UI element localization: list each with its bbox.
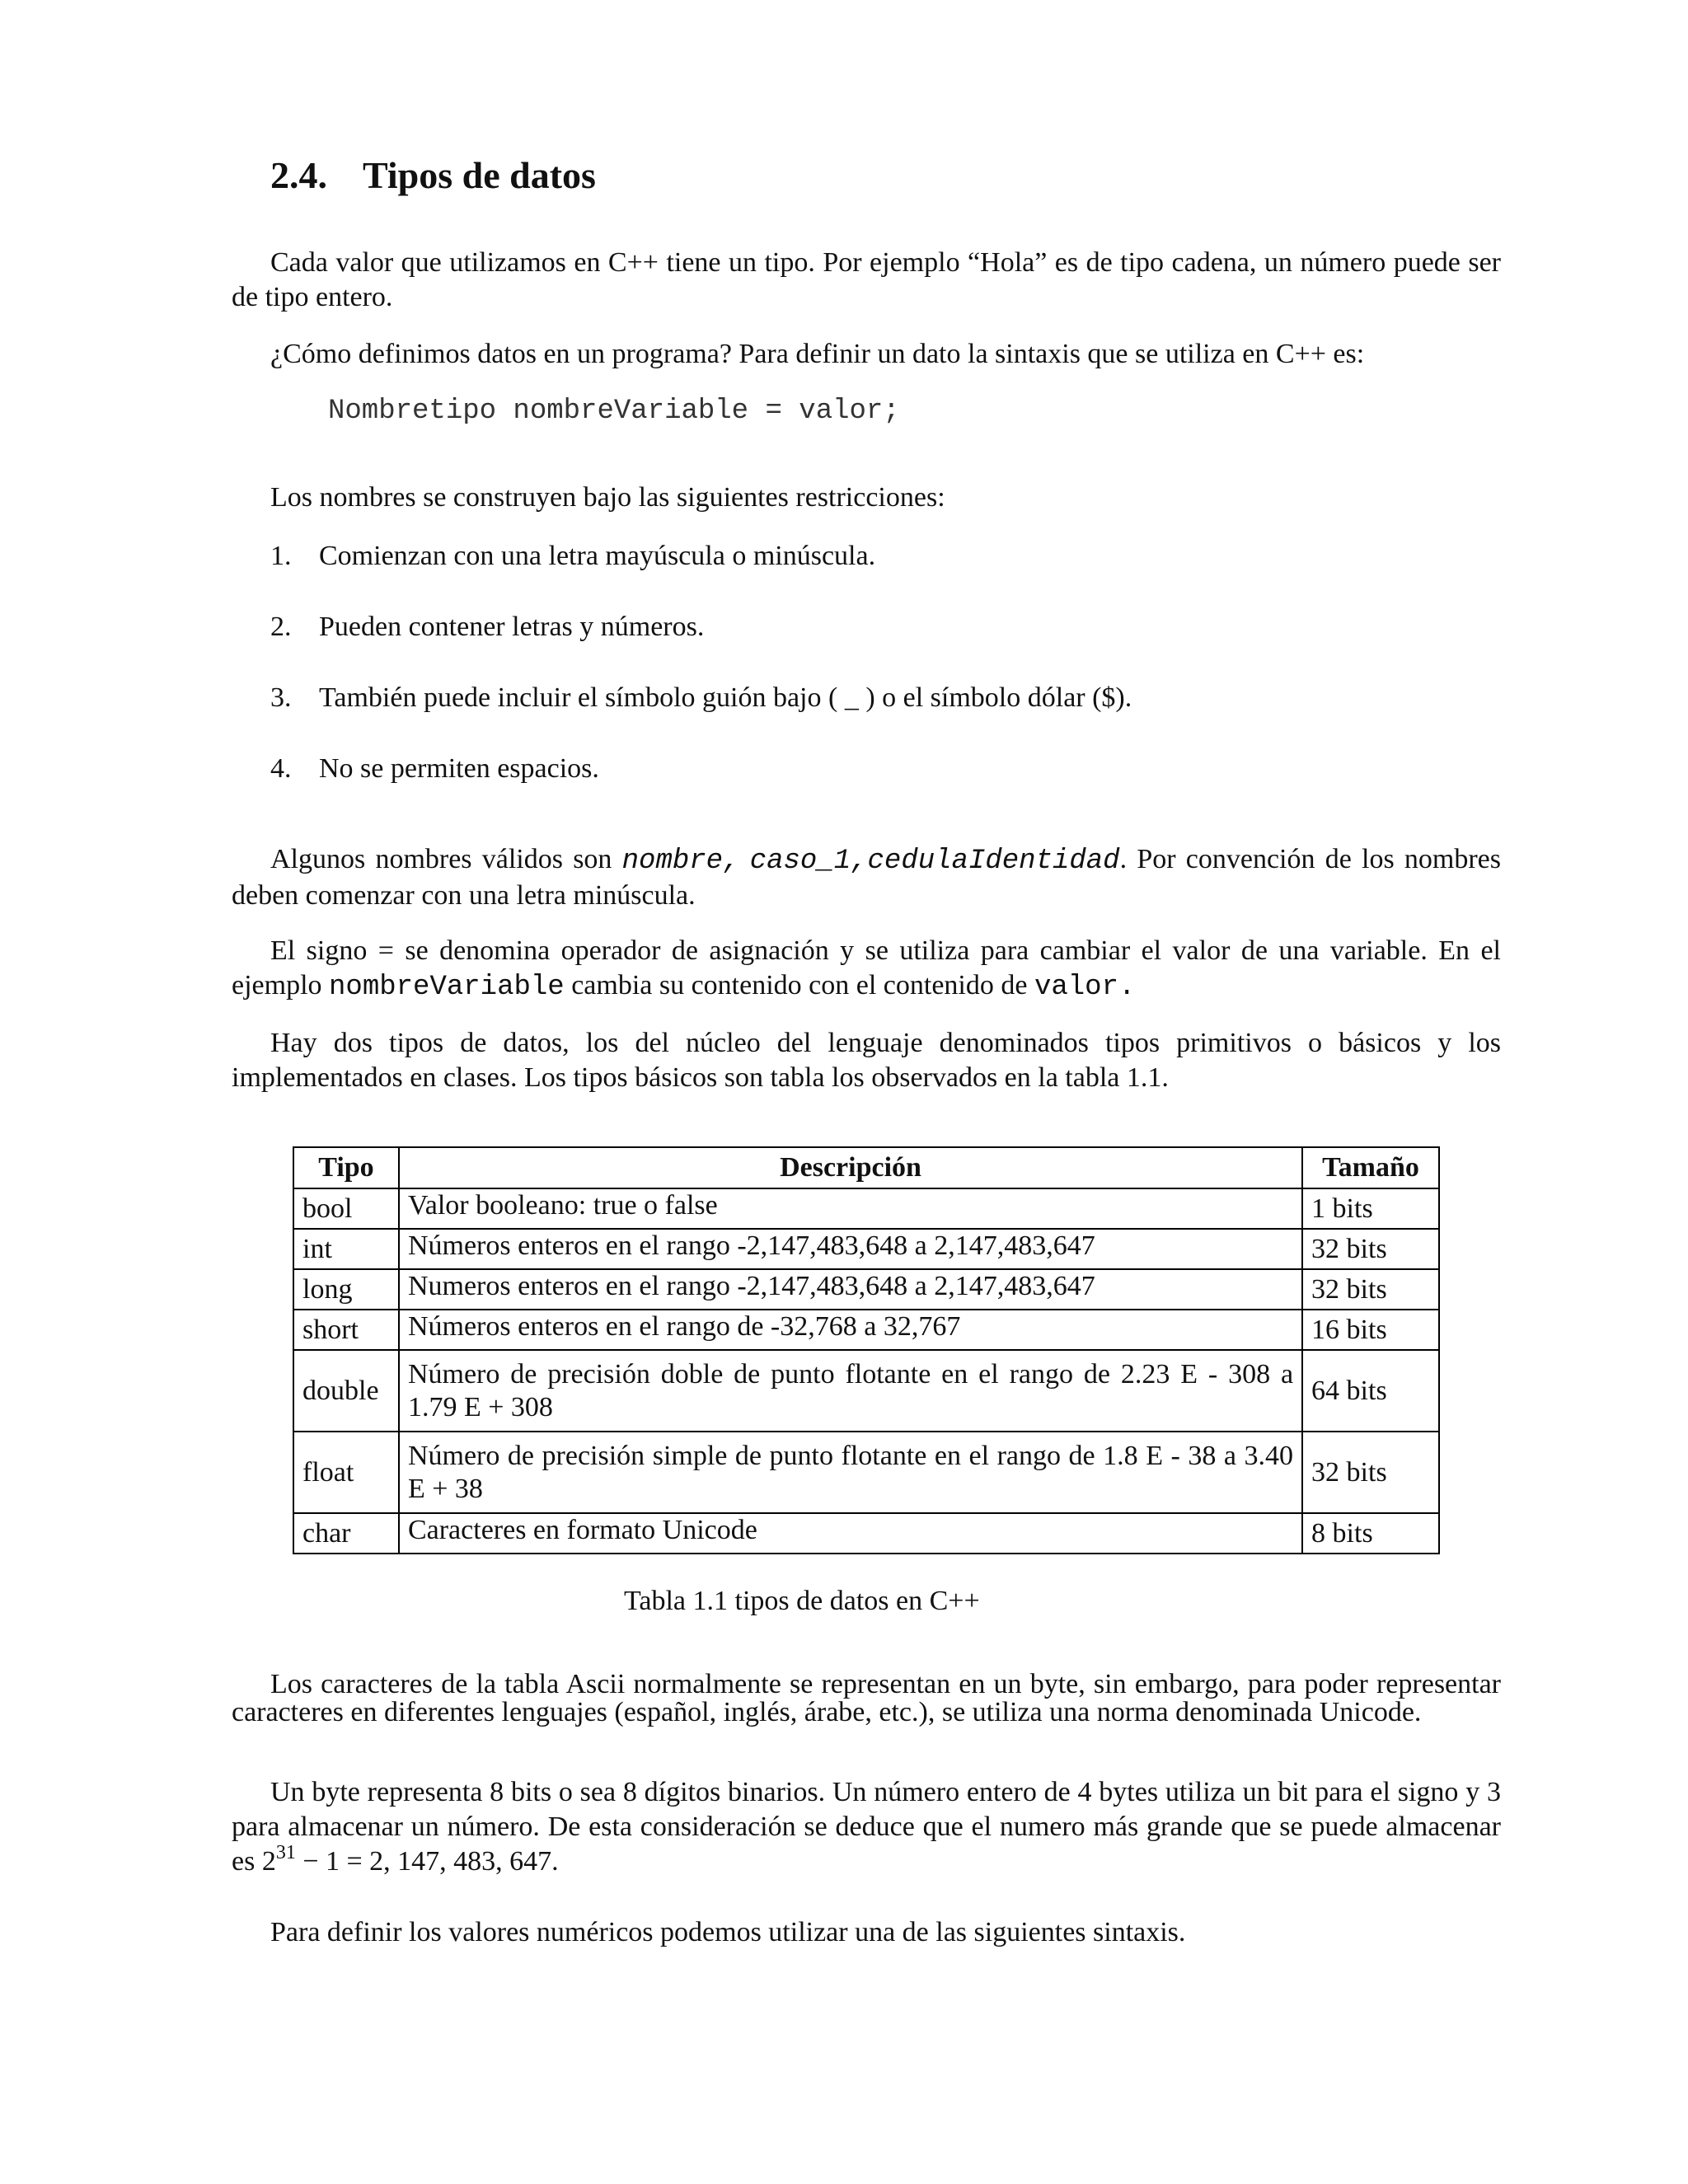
column-header-tamano: Tamaño <box>1302 1147 1439 1188</box>
cell-tamano: 16 bits <box>1302 1310 1439 1350</box>
cell-descripcion: Caracteres en formato Unicode <box>399 1513 1302 1554</box>
table-row <box>293 1350 1439 1432</box>
closing-paragraph: Para definir los valores numéricos podemos utilizar una de las siguientes sintaxis. <box>270 1917 1186 1947</box>
byte-paragraph: Un byte representa 8 bits o sea 8 dígitos binarios. Un número entero de 4 bytes utiliza un bit para el signo y 3 para almacenar un número. De esta consideración se deduce que el numero más grande que se puede almacenar es $2^{31} - 1 = 2$, 147, 483, 647. <box>232 1777 1501 1877</box>
syntax-code: Nombretipo nombreVariable = valor; <box>328 396 900 427</box>
section-heading <box>270 153 596 197</box>
column-header-tipo: Tipo <box>293 1147 399 1188</box>
cell-descripcion: Numeros enteros en el rango -2,147,483,648 a 2,147,483,647 <box>399 1269 1302 1310</box>
table-header-row <box>293 1147 1439 1188</box>
data-types-table <box>293 1146 1440 1554</box>
cell-tipo: int <box>293 1229 399 1269</box>
cell-descripcion: Número de precisión simple de punto flotante en el rango de 1.8 E - 38 a 3.40 E + 38 <box>399 1432 1302 1513</box>
example-name: cedulaIdentidad <box>867 846 1120 877</box>
column-header-descripcion: Descripción <box>399 1147 1302 1188</box>
cell-tamano: 32 bits <box>1302 1432 1439 1513</box>
rule-item: 4. No se permiten espacios. <box>270 753 599 784</box>
valid-names-paragraph: Algunos nombres válidos son nombre, caso_1,cedulaIdentidad. Por convención de los nombres deben comenzar con una letra minúscula. <box>232 844 1501 911</box>
table-row <box>293 1188 1439 1229</box>
ascii-paragraph: Los caracteres de la tabla Ascii normalmente se representan en un byte, sin embargo, para poder representar caracteres en diferentes lenguajes (español, inglés, árabe, etc.), se utiliza una norma denominada Unicode. <box>232 1669 1501 1727</box>
inline-code: nombreVariable <box>329 972 565 1003</box>
section-title: Tipos de datos <box>363 154 596 196</box>
assignment-paragraph: El signo = se denomina operador de asignación y se utiliza para cambiar el valor de una variable. En el ejemplo nombreVariable cambia su contenido con el contenido de valor. <box>232 935 1501 1003</box>
cell-tipo: bool <box>293 1188 399 1229</box>
cell-descripcion: Valor booleano: true o false <box>399 1188 1302 1229</box>
cell-descripcion: Números enteros en el rango -2,147,483,648 a 2,147,483,647 <box>399 1229 1302 1269</box>
intro-paragraph-2: ¿Cómo definimos datos en un programa? Para definir un dato la sintaxis que se utiliza en C++ es: <box>270 339 1365 369</box>
types-intro-paragraph: Hay dos tipos de datos, los del núcleo del lenguaje denominados tipos primitivos o básicos y los implementados en clases. Los tipos básicos son tabla los observados en la tabla 1.1. <box>232 1028 1501 1093</box>
cell-tipo: char <box>293 1513 399 1554</box>
cell-tamano: 1 bits <box>1302 1188 1439 1229</box>
table-row <box>293 1229 1439 1269</box>
cell-tipo: float <box>293 1432 399 1513</box>
cell-tipo: long <box>293 1269 399 1310</box>
cell-tamano: 64 bits <box>1302 1350 1439 1432</box>
cell-descripcion: Número de precisión doble de punto flotante en el rango de 2.23 E - 308 a 1.79 E + 308 <box>399 1350 1302 1432</box>
example-name: nombre, <box>621 846 740 877</box>
rule-item: 1. Comienzan con una letra mayúscula o minúscula. <box>270 541 876 571</box>
table-row <box>293 1269 1439 1310</box>
section-number: 2.4. <box>270 154 327 196</box>
cell-tamano: 32 bits <box>1302 1229 1439 1269</box>
rule-item: 3. También puede incluir el símbolo guión bajo ( _ ) o el símbolo dólar ($). <box>270 682 1132 713</box>
cell-tamano: 32 bits <box>1302 1269 1439 1310</box>
table-caption: Tabla 1.1 tipos de datos en C++ <box>624 1586 980 1616</box>
table-row <box>293 1310 1439 1350</box>
cell-tamano: 8 bits <box>1302 1513 1439 1554</box>
table-row <box>293 1513 1439 1554</box>
rule-item: 2. Pueden contener letras y números. <box>270 612 705 642</box>
inline-code: valor. <box>1034 972 1136 1003</box>
cell-tipo: double <box>293 1350 399 1432</box>
exponent: 31 <box>275 1842 296 1863</box>
cell-descripcion: Números enteros en el rango de -32,768 a 32,767 <box>399 1310 1302 1350</box>
example-name: caso_1, <box>749 846 868 877</box>
restrictions-intro: Los nombres se construyen bajo las siguientes restricciones: <box>270 482 945 513</box>
intro-paragraph-1: Cada valor que utilizamos en C++ tiene un tipo. Por ejemplo “Hola” es de tipo cadena, un número puede ser de tipo entero. <box>232 247 1501 312</box>
cell-tipo: short <box>293 1310 399 1350</box>
table-row <box>293 1432 1439 1513</box>
